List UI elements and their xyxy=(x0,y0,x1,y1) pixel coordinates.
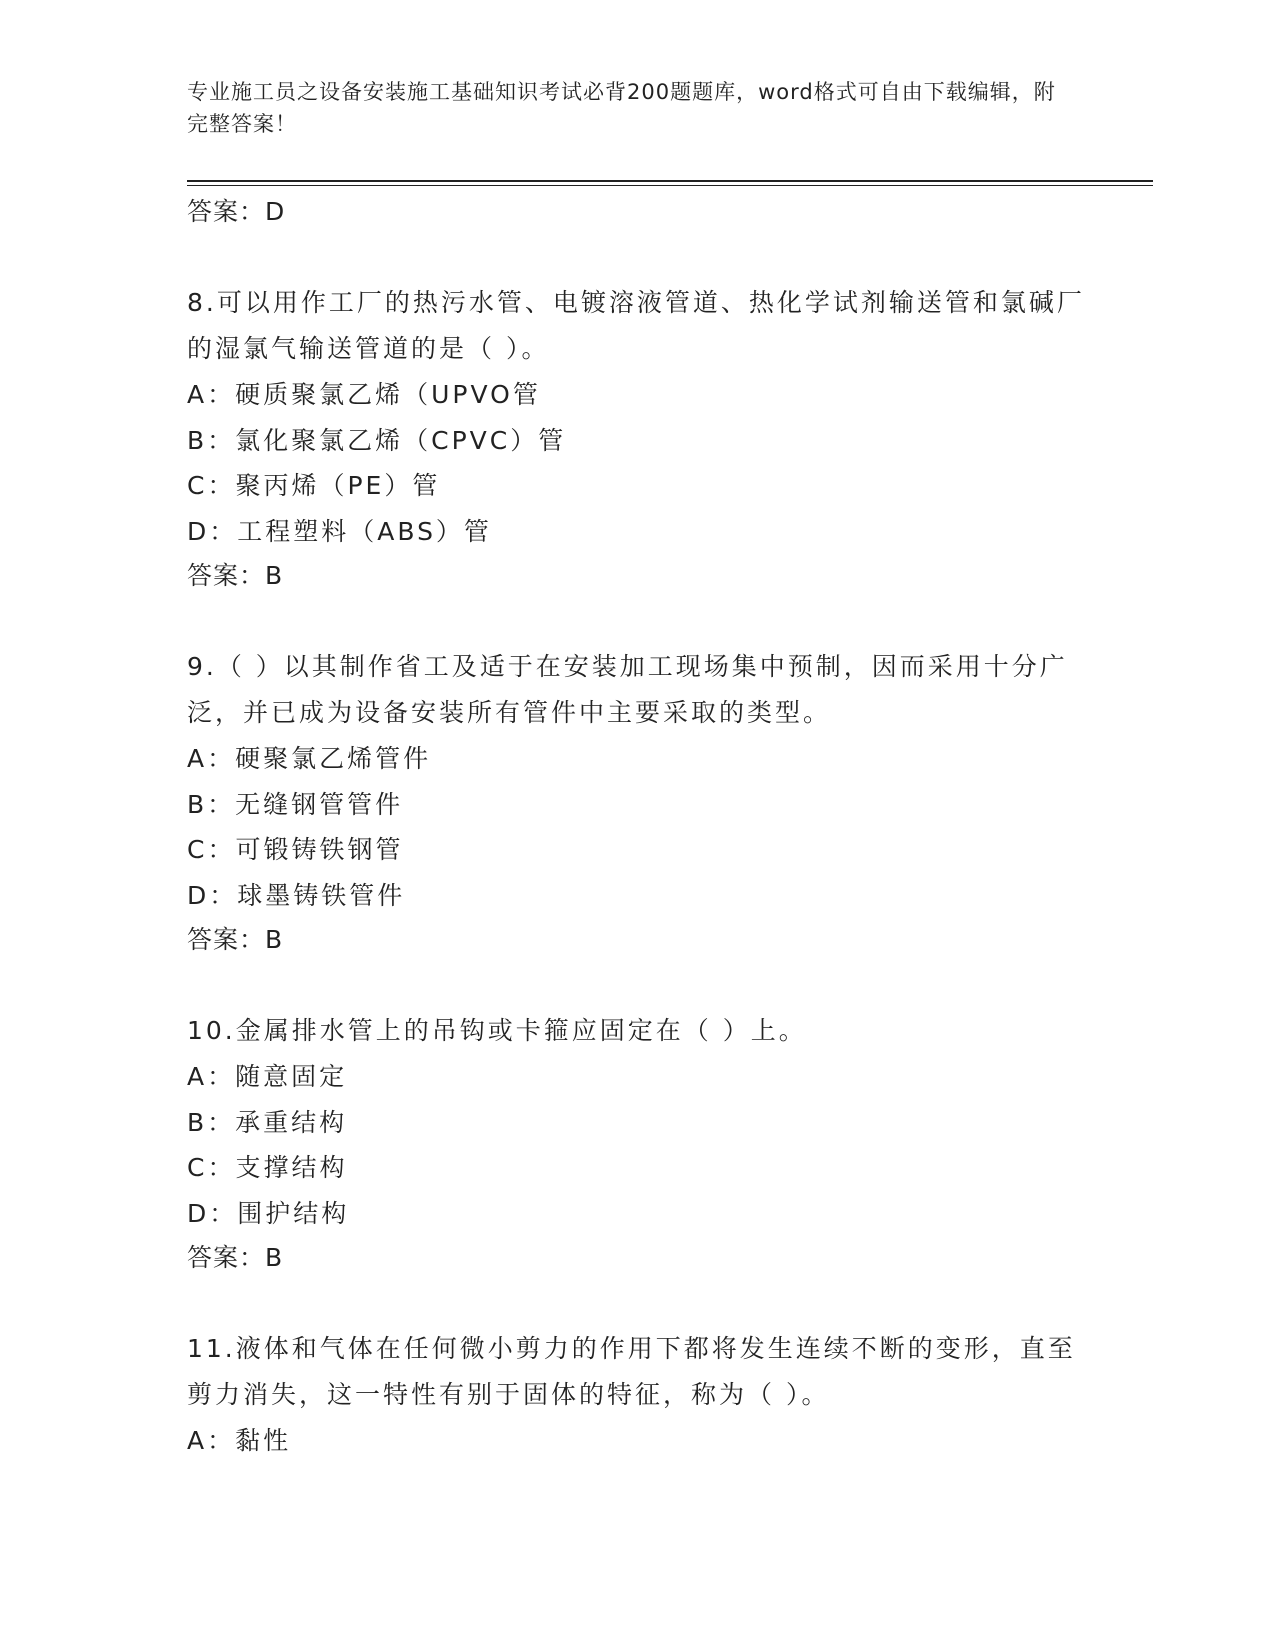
option-d: D：工程塑料（ABS）管 xyxy=(187,516,492,546)
option-a: A：硬聚氯乙烯管件 xyxy=(187,744,432,773)
question-block xyxy=(187,1008,1087,1280)
question-block xyxy=(187,1326,1087,1464)
question-block xyxy=(187,280,1087,598)
option-b: B：氯化聚氯乙烯（CPVC）管 xyxy=(187,425,567,455)
question-block xyxy=(187,644,1087,962)
option-c: C：可锻铸铁钢管 xyxy=(187,835,404,864)
option-b: B：无缝钢管管件 xyxy=(187,789,404,819)
option-c: C：聚丙烯（PE）管 xyxy=(187,471,441,500)
question-list xyxy=(187,190,1087,1464)
question-stem: 9.（ ）以其制作省工及适于在安装加工现场集中预制，因而采用十分广泛，并已成为设备安装所有管件中主要采取的类型。 xyxy=(187,652,1068,727)
option-d: D：球墨铸铁管件 xyxy=(187,880,406,910)
spacer xyxy=(187,1280,1087,1326)
question-stem: 11.液体和气体在任何微小剪力的作用下都将发生连续不断的变形，直至剪力消失，这一特性有别于固体的特征，称为（ ）。 xyxy=(187,1334,1076,1409)
spacer xyxy=(187,962,1087,1008)
option-a: A：随意固定 xyxy=(187,1062,348,1091)
document-header: 专业施工员之设备安装施工基础知识考试必背200题题库，word格式可自由下载编辑，附完整答案！ xyxy=(187,80,1056,136)
option-a: A：硬质聚氯乙烯（UPVO管 xyxy=(187,380,541,409)
question-stem: 8.可以用作工厂的热污水管、电镀溶液管道、热化学试剂输送管和氯碱厂的湿氯气输送管道的是（ ）。 xyxy=(187,288,1085,363)
option-a: A：黏性 xyxy=(187,1426,292,1455)
header-rule-thick xyxy=(187,180,1153,182)
question-stem: 10.金属排水管上的吊钩或卡箍应固定在（ ）上。 xyxy=(187,1016,807,1045)
answer-line: 答案：D xyxy=(187,197,286,226)
option-d: D：围护结构 xyxy=(187,1198,350,1228)
option-b: B：承重结构 xyxy=(187,1107,348,1137)
option-c: C：支撑结构 xyxy=(187,1153,348,1182)
spacer xyxy=(187,234,1087,280)
answer-line: 答案：B xyxy=(187,925,284,954)
spacer xyxy=(187,598,1087,644)
header-rule-thin xyxy=(187,185,1153,186)
answer-line: 答案：B xyxy=(187,561,284,590)
answer-line: 答案：B xyxy=(187,1243,284,1272)
